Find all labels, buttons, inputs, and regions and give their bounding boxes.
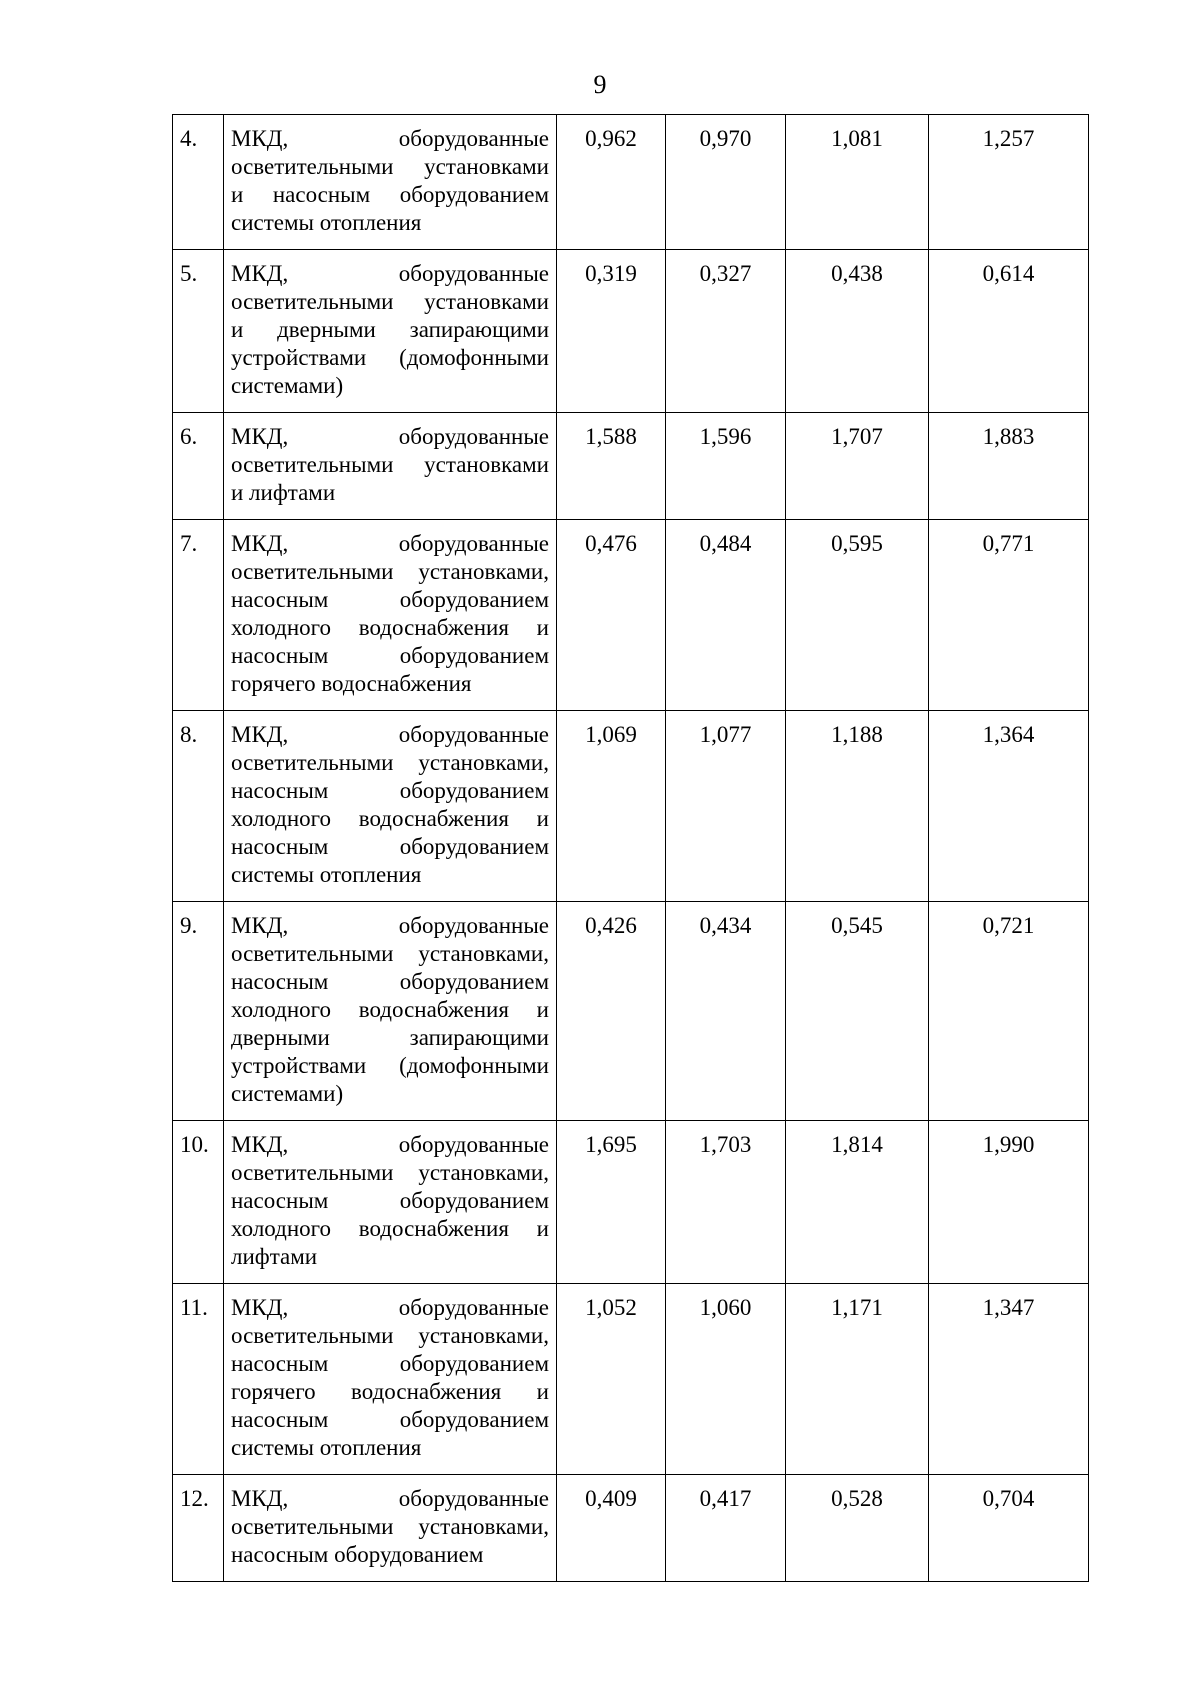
description-line: холодного водоснабжения и [231,615,549,640]
value-cell-3: 1,188 [786,711,929,902]
description-line: устройствами (домофонными [231,1053,549,1078]
row-number: 6. [173,413,224,520]
value-cell-4: 1,347 [929,1284,1089,1475]
value-cell-4: 0,614 [929,250,1089,413]
value-cell-4: 0,771 [929,520,1089,711]
value-cell-1: 0,319 [557,250,666,413]
value-cell-1: 0,426 [557,902,666,1121]
description-line: осветительными установками [231,154,549,179]
description-line: насосным оборудованием [231,834,549,859]
value-cell-3: 0,528 [786,1475,929,1582]
row-number: 8. [173,711,224,902]
row-number: 10. [173,1121,224,1284]
value-cell-4: 1,364 [929,711,1089,902]
value-cell-2: 0,417 [666,1475,786,1582]
row-description [224,115,557,250]
description-line: насосным оборудованием [231,778,549,803]
value-cell-1: 1,695 [557,1121,666,1284]
value-cell-3: 0,595 [786,520,929,711]
description-line: МКД, оборудованные [231,1295,549,1320]
description-line: лифтами [231,1244,318,1269]
value-cell-4: 0,721 [929,902,1089,1121]
value-cell-1: 1,052 [557,1284,666,1475]
row-description [224,520,557,711]
row-description [224,902,557,1121]
description-line: холодного водоснабжения и [231,997,549,1022]
value-cell-4: 0,704 [929,1475,1089,1582]
description-line: МКД, оборудованные [231,722,549,747]
row-number: 9. [173,902,224,1121]
description-line: МКД, оборудованные [231,531,549,556]
value-cell-4: 1,883 [929,413,1089,520]
description-line: МКД, оборудованные [231,913,549,938]
description-line: МКД, оборудованные [231,1486,549,1511]
description-line: осветительными установками, [231,941,549,966]
description-line: системы отопления [231,862,422,887]
description-line: холодного водоснабжения и [231,806,549,831]
description-line: осветительными установками, [231,1514,549,1539]
table-row [173,413,1089,520]
description-line: горячего водоснабжения и [231,1379,549,1404]
value-cell-1: 1,588 [557,413,666,520]
value-cell-3: 0,438 [786,250,929,413]
description-line: насосным оборудованием [231,1351,549,1376]
value-cell-1: 0,409 [557,1475,666,1582]
row-description [224,1284,557,1475]
description-line: осветительными установками, [231,1160,549,1185]
row-number: 4. [173,115,224,250]
value-cell-2: 1,703 [666,1121,786,1284]
description-line: насосным оборудованием [231,969,549,994]
table-row [173,1475,1089,1582]
row-number: 11. [173,1284,224,1475]
value-cell-2: 0,434 [666,902,786,1121]
value-cell-2: 1,596 [666,413,786,520]
row-number: 5. [173,250,224,413]
description-line: холодного водоснабжения и [231,1216,549,1241]
value-cell-2: 0,484 [666,520,786,711]
table-row [173,115,1089,250]
description-line: осветительными установками, [231,559,549,584]
table-row [173,1121,1089,1284]
row-description [224,711,557,902]
description-line: системы отопления [231,210,422,235]
row-description [224,250,557,413]
value-cell-3: 1,171 [786,1284,929,1475]
description-line: и дверными запирающими [231,317,549,342]
description-line: системами) [231,1081,344,1106]
table-row [173,902,1089,1121]
description-line: устройствами (домофонными [231,345,549,370]
description-line: МКД, оборудованные [231,126,549,151]
description-line: системы отопления [231,1435,422,1460]
description-line: осветительными установками [231,289,549,314]
row-description [224,1121,557,1284]
description-line: дверными запирающими [231,1025,549,1050]
description-line: МКД, оборудованные [231,261,549,286]
table-row [173,711,1089,902]
value-cell-1: 1,069 [557,711,666,902]
table-row [173,520,1089,711]
description-line: осветительными установками, [231,750,549,775]
value-cell-2: 0,327 [666,250,786,413]
value-cell-3: 0,545 [786,902,929,1121]
table-row [173,250,1089,413]
description-line: насосным оборудованием [231,1407,549,1432]
description-line: насосным оборудованием [231,587,549,612]
value-cell-2: 0,970 [666,115,786,250]
description-line: осветительными установками, [231,1323,549,1348]
row-description [224,1475,557,1582]
value-cell-2: 1,060 [666,1284,786,1475]
row-description [224,413,557,520]
description-line: МКД, оборудованные [231,424,549,449]
value-cell-4: 1,257 [929,115,1089,250]
table-row [173,1284,1089,1475]
table-body [173,115,1089,1582]
value-cell-1: 0,962 [557,115,666,250]
row-number: 12. [173,1475,224,1582]
value-cell-3: 1,707 [786,413,929,520]
description-line: системами) [231,373,344,398]
description-line: осветительными установками [231,452,549,477]
value-cell-1: 0,476 [557,520,666,711]
value-cell-3: 1,814 [786,1121,929,1284]
page-number: 9 [593,70,607,99]
description-line: МКД, оборудованные [231,1132,549,1157]
value-cell-2: 1,077 [666,711,786,902]
description-line: насосным оборудованием [231,1188,549,1213]
tariff-table [172,114,1089,1582]
value-cell-3: 1,081 [786,115,929,250]
description-line: горячего водоснабжения [231,671,472,696]
description-line: насосным оборудованием [231,643,549,668]
value-cell-4: 1,990 [929,1121,1089,1284]
description-line: и лифтами [231,480,336,505]
description-line: и насосным оборудованием [231,182,549,207]
row-number: 7. [173,520,224,711]
description-line: насосным оборудованием [231,1542,484,1567]
